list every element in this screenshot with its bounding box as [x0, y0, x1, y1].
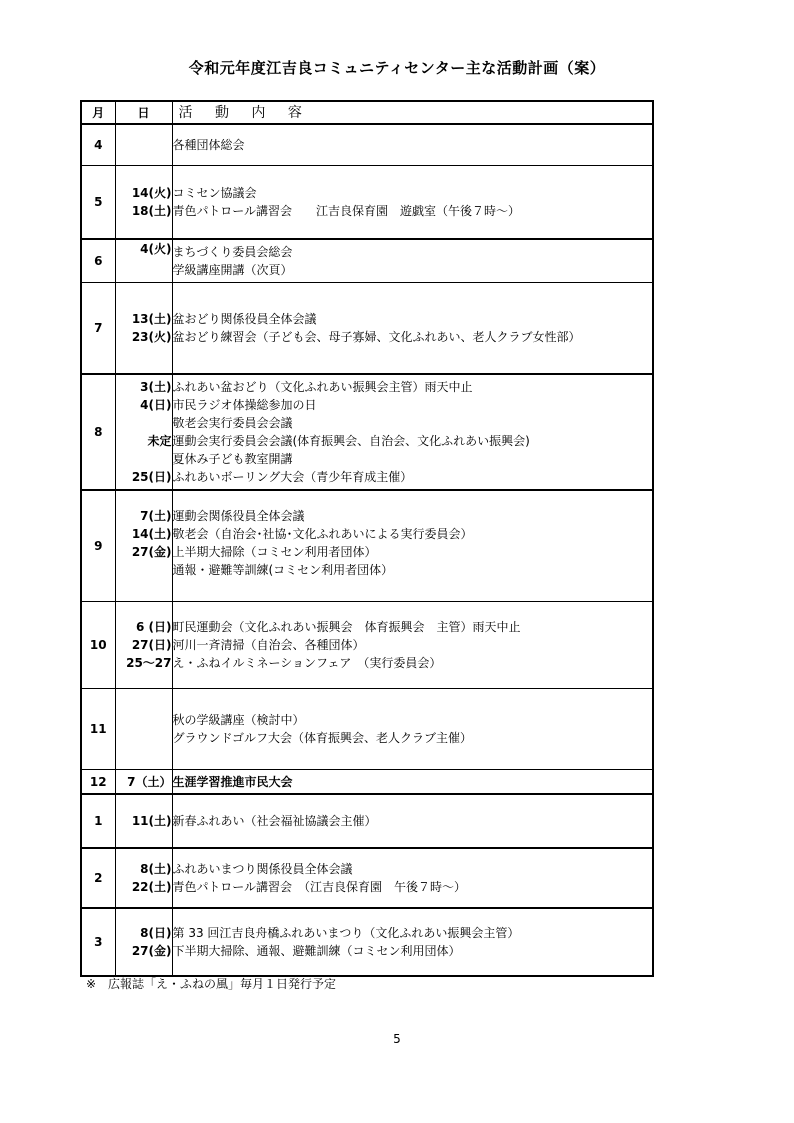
- month-cell: 9: [81, 490, 115, 602]
- month-cell: 11: [81, 689, 115, 770]
- month-cell: 4: [81, 124, 115, 166]
- activity-line: グラウンドゴルフ大会（体育振興会、老人クラブ主催）: [172, 731, 473, 745]
- day-cell: 7(土) 14(土) 27(金): [115, 490, 172, 602]
- table-row-january: [81, 794, 653, 848]
- activity-line: 新春ふれあい（社会福祉協議会主催）: [172, 814, 377, 828]
- activity-cell: [172, 794, 653, 848]
- activity-cell: [172, 374, 653, 490]
- activity-line: え・ふねイルミネーションフェア （実行委員会）: [172, 656, 442, 670]
- activity-line: 敬老会（自治会･社協･文化ふれあいによる実行委員会）: [172, 527, 473, 541]
- header-month: 月: [81, 101, 115, 124]
- activity-line: ふれあいまつり関係役員全体会議: [172, 862, 353, 876]
- activity-line: コミセン協議会: [172, 186, 257, 200]
- month-cell: 8: [81, 374, 115, 490]
- table-row-april: [81, 124, 653, 166]
- activity-line: 町民運動会（文化ふれあい振興会 体育振興会 主管）雨天中止: [172, 620, 521, 634]
- day-cell: 7（土）: [115, 770, 172, 795]
- activity-line: 盆おどり関係役員全体会議: [172, 312, 317, 326]
- activity-line: 青色パトロール講習会 江吉良保育園 遊戯室（午後７時～）: [172, 204, 521, 218]
- activity-line: 各種団体総会: [172, 138, 245, 152]
- table-row-march: [81, 908, 653, 976]
- day-cell: 11(土): [115, 794, 172, 848]
- header-day: 日: [115, 101, 172, 124]
- month-cell: 3: [81, 908, 115, 976]
- table-row-july: [81, 283, 653, 375]
- activity-line: 運動会関係役員全体会議: [172, 509, 305, 523]
- month-cell: 2: [81, 848, 115, 908]
- activity-line: ふれあい盆おどり（文化ふれあい振興会主管）雨天中止: [172, 380, 473, 394]
- activity-cell: [172, 239, 653, 283]
- activity-cell: [172, 283, 653, 375]
- activity-line: 第 33 回江吉良舟橋ふれあいまつり（文化ふれあい振興会主管）: [172, 926, 520, 940]
- activity-cell: [172, 166, 653, 240]
- activity-line: 敬老会実行委員会会議: [172, 416, 293, 430]
- day-cell: 13(土) 23(火): [115, 283, 172, 375]
- activity-line: 下半期大掃除、通報、避難訓練（コミセン利用団体）: [172, 944, 461, 958]
- table-row-may: [81, 166, 653, 240]
- activity-line: 運動会実行委員会会議(体育振興会、自治会、文化ふれあい振興会): [172, 434, 530, 448]
- activity-line: ふれあいボーリング大会（青少年育成主催）: [172, 470, 413, 484]
- activity-cell: [172, 124, 653, 166]
- table-row-february: [81, 848, 653, 908]
- day-cell: 4(火): [115, 239, 172, 283]
- day-cell: 14(火) 18(土): [115, 166, 172, 240]
- activity-cell: [172, 689, 653, 770]
- day-cell: 6 (日) 27(日) 25～27: [115, 602, 172, 689]
- day-cell: 8(日) 27(金): [115, 908, 172, 976]
- month-cell: 12: [81, 770, 115, 795]
- table-row-june: [81, 239, 653, 283]
- activity-line: 夏休み子ども教室開講: [172, 452, 293, 466]
- activity-plan-table: [80, 100, 654, 977]
- activity-cell: [172, 490, 653, 602]
- activity-line: 通報・避難等訓練(コミセン利用者団体）: [172, 563, 394, 577]
- day-cell: 3(土) 4(日) 未定 25(日): [115, 374, 172, 490]
- month-cell: 5: [81, 166, 115, 240]
- table-row-december: [81, 770, 653, 795]
- activity-line: 生涯学習推進市民大会: [172, 774, 293, 789]
- month-cell: 10: [81, 602, 115, 689]
- footnote: ※ 広報誌「え・ふねの風」毎月１日発行予定: [86, 977, 337, 991]
- table-row-october: [81, 602, 653, 689]
- activity-line: 上半期大掃除（コミセン利用者団体）: [172, 545, 377, 559]
- activity-line: 秋の学級講座（検討中）: [172, 713, 305, 727]
- table-header-row: [81, 101, 653, 124]
- activity-cell: [172, 602, 653, 689]
- activity-cell: [172, 848, 653, 908]
- activity-line: 青色パトロール講習会 （江吉良保育園 午後７時～）: [172, 880, 467, 894]
- activity-cell: [172, 770, 653, 795]
- table-row-november: [81, 689, 653, 770]
- activity-line: 盆おどり練習会（子ども会、母子寡婦、文化ふれあい、老人クラブ女性部）: [172, 330, 581, 344]
- page-number: 5: [393, 1032, 401, 1046]
- activity-line: 市民ラジオ体操総参加の日: [172, 398, 317, 412]
- month-cell: 1: [81, 794, 115, 848]
- activity-line: まちづくり委員会総会: [172, 245, 293, 259]
- day-cell: [115, 689, 172, 770]
- activity-line: 河川一斉清掃（自治会、各種団体）: [172, 638, 365, 652]
- month-cell: 6: [81, 239, 115, 283]
- month-cell: 7: [81, 283, 115, 375]
- day-cell: [115, 124, 172, 166]
- header-activity: 活 動 内 容: [172, 101, 653, 124]
- page-title: 令和元年度江吉良コミュニティセンター主な活動計画（案）: [188, 59, 606, 77]
- table-row-august: [81, 374, 653, 490]
- activity-line: 学級講座開講（次頁）: [172, 263, 293, 277]
- activity-cell: [172, 908, 653, 976]
- day-cell: 8(土) 22(土): [115, 848, 172, 908]
- table-row-september: [81, 490, 653, 602]
